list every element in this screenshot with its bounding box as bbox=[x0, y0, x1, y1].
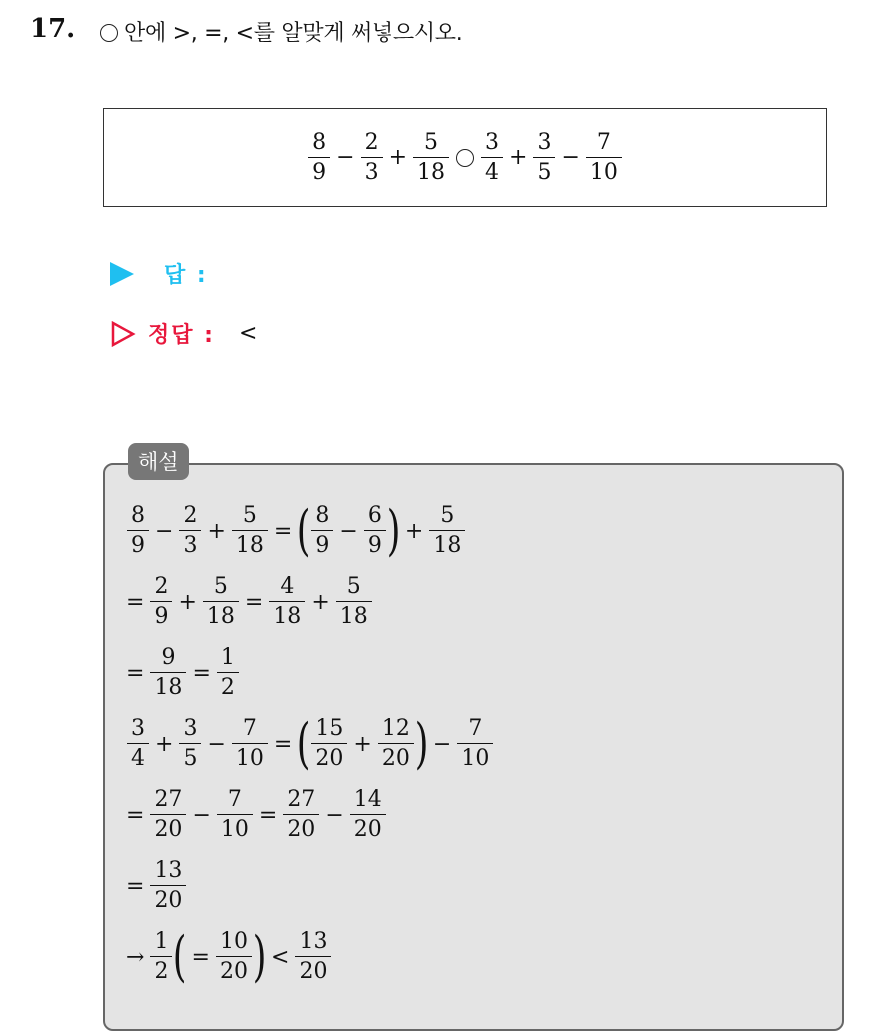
fraction bbox=[129, 718, 147, 770]
operator: = bbox=[126, 802, 145, 828]
numerator: 27 bbox=[287, 787, 316, 812]
denominator: 3 bbox=[361, 157, 383, 184]
solution-line-6 bbox=[126, 855, 494, 917]
fraction bbox=[366, 505, 384, 557]
fraction bbox=[181, 505, 199, 557]
fraction bbox=[313, 505, 331, 557]
numerator: 7 bbox=[227, 787, 242, 812]
denominator: 9 bbox=[308, 157, 330, 184]
numerator: 7 bbox=[242, 716, 257, 741]
numerator: 3 bbox=[485, 129, 499, 155]
fraction bbox=[219, 789, 251, 841]
operator: + bbox=[155, 731, 174, 757]
fraction bbox=[313, 718, 345, 770]
numerator: 1 bbox=[220, 645, 235, 670]
fraction bbox=[271, 576, 303, 628]
operator: → bbox=[126, 944, 145, 970]
fraction bbox=[181, 718, 199, 770]
denominator: 18 bbox=[429, 530, 465, 557]
problem-expression bbox=[307, 129, 623, 185]
parenthesis: ( bbox=[297, 499, 311, 562]
parenthesis: ( bbox=[173, 925, 187, 988]
outline-arrow-icon bbox=[110, 321, 136, 347]
operator: = bbox=[258, 802, 278, 828]
fraction bbox=[363, 129, 381, 185]
question-number: 17. bbox=[30, 14, 76, 44]
numerator: 7 bbox=[596, 129, 611, 155]
numerator: 8 bbox=[315, 503, 330, 528]
solution-line-3 bbox=[126, 642, 494, 704]
operator: + bbox=[388, 145, 407, 170]
denominator: 18 bbox=[203, 601, 239, 628]
question-text bbox=[100, 16, 462, 47]
numerator: 3 bbox=[537, 129, 552, 155]
correct-answer-label: 정답 : bbox=[148, 323, 215, 348]
denominator: 10 bbox=[232, 743, 268, 770]
fraction bbox=[535, 129, 553, 185]
operator: − bbox=[432, 731, 452, 757]
fraction bbox=[152, 789, 184, 841]
fraction bbox=[152, 860, 184, 912]
denominator: 4 bbox=[127, 743, 149, 770]
fraction bbox=[431, 505, 463, 557]
fraction bbox=[234, 718, 266, 770]
play-arrow-icon bbox=[110, 262, 134, 286]
denominator: 4 bbox=[481, 157, 503, 184]
numerator: 3 bbox=[131, 716, 145, 741]
fraction bbox=[152, 647, 184, 699]
operator: − bbox=[207, 731, 226, 757]
parenthesis: ( bbox=[297, 712, 311, 775]
operator: + bbox=[207, 518, 226, 544]
denominator: 20 bbox=[311, 743, 347, 770]
operator: + bbox=[509, 145, 528, 170]
denominator: 18 bbox=[269, 601, 305, 628]
denominator: 20 bbox=[216, 956, 252, 983]
operator: − bbox=[336, 145, 355, 170]
numerator: 10 bbox=[219, 929, 248, 954]
fraction bbox=[352, 789, 384, 841]
solution-line-5 bbox=[126, 784, 494, 846]
solution-lines bbox=[126, 500, 494, 997]
blank-circle-icon[interactable] bbox=[456, 149, 474, 167]
numerator: 13 bbox=[154, 858, 183, 883]
denominator: 10 bbox=[457, 743, 493, 770]
denominator: 9 bbox=[127, 530, 149, 557]
denominator: 20 bbox=[378, 743, 414, 770]
answer-row bbox=[110, 258, 208, 289]
numerator: 4 bbox=[280, 574, 295, 599]
operator: = bbox=[126, 873, 145, 899]
numerator: 5 bbox=[424, 129, 438, 155]
numerator: 2 bbox=[364, 129, 379, 155]
numerator: 5 bbox=[440, 503, 455, 528]
fraction bbox=[205, 576, 237, 628]
numerator: 3 bbox=[183, 716, 198, 741]
fraction bbox=[588, 129, 620, 185]
denominator: 20 bbox=[150, 885, 186, 912]
fraction bbox=[218, 931, 250, 983]
solution-line-1 bbox=[126, 500, 494, 562]
fraction bbox=[152, 931, 170, 983]
fraction bbox=[152, 576, 170, 628]
numerator: 8 bbox=[312, 129, 327, 155]
operator: − bbox=[155, 518, 174, 544]
numerator: 9 bbox=[161, 645, 176, 670]
operator: = bbox=[273, 518, 293, 544]
solution-line-7 bbox=[126, 926, 494, 988]
numerator: 5 bbox=[346, 574, 361, 599]
numerator: 14 bbox=[353, 787, 382, 812]
operator: + bbox=[178, 589, 197, 615]
question-instruction: 안에 >, =, <를 알맞게 써넣으시오. bbox=[124, 21, 463, 46]
numerator: 13 bbox=[299, 929, 328, 954]
correct-answer-row bbox=[110, 318, 257, 349]
numerator: 1 bbox=[154, 929, 169, 954]
answer-label: 답 : bbox=[164, 263, 208, 288]
correct-answer-value: < bbox=[238, 321, 258, 346]
operator: − bbox=[192, 802, 211, 828]
parenthesis: ) bbox=[252, 925, 267, 988]
solution-line-2 bbox=[126, 571, 494, 633]
numerator: 12 bbox=[381, 716, 410, 741]
denominator: 5 bbox=[179, 743, 201, 770]
denominator: 20 bbox=[350, 814, 386, 841]
operator: = bbox=[126, 589, 145, 615]
operator: < bbox=[271, 944, 290, 970]
fraction bbox=[234, 505, 266, 557]
denominator: 20 bbox=[150, 814, 186, 841]
fraction bbox=[483, 129, 501, 185]
solution-line-4 bbox=[126, 713, 494, 775]
numerator: 15 bbox=[315, 716, 344, 741]
denominator: 10 bbox=[586, 157, 622, 184]
operator: + bbox=[353, 731, 372, 757]
parenthesis: ) bbox=[414, 712, 429, 775]
denominator: 9 bbox=[150, 601, 172, 628]
operator: − bbox=[561, 145, 580, 170]
denominator: 18 bbox=[232, 530, 268, 557]
denominator: 2 bbox=[150, 956, 172, 983]
fraction bbox=[219, 647, 237, 699]
operator: + bbox=[311, 589, 330, 615]
operator: − bbox=[325, 802, 344, 828]
operator: = bbox=[191, 944, 210, 970]
problem-box bbox=[103, 108, 827, 207]
numerator: 7 bbox=[468, 716, 483, 741]
fraction bbox=[415, 129, 447, 185]
fraction bbox=[459, 718, 491, 770]
operator: = bbox=[192, 660, 211, 686]
operator: = bbox=[273, 731, 293, 757]
numerator: 5 bbox=[213, 574, 228, 599]
denominator: 2 bbox=[217, 672, 239, 699]
fraction bbox=[310, 129, 328, 185]
parenthesis: ) bbox=[386, 499, 401, 562]
denominator: 9 bbox=[311, 530, 333, 557]
numerator: 27 bbox=[154, 787, 183, 812]
operator: = bbox=[244, 589, 264, 615]
solution-tag: 해설 bbox=[128, 443, 189, 480]
operator: − bbox=[339, 518, 358, 544]
denominator: 18 bbox=[336, 601, 372, 628]
fraction bbox=[380, 718, 412, 770]
denominator: 9 bbox=[364, 530, 386, 557]
operator: + bbox=[404, 518, 424, 544]
denominator: 18 bbox=[413, 157, 449, 184]
denominator: 20 bbox=[295, 956, 331, 983]
numerator: 6 bbox=[367, 503, 382, 528]
fraction bbox=[129, 505, 147, 557]
circle-icon bbox=[100, 24, 118, 42]
fraction bbox=[338, 576, 370, 628]
denominator: 3 bbox=[179, 530, 201, 557]
numerator: 2 bbox=[154, 574, 169, 599]
numerator: 5 bbox=[242, 503, 257, 528]
fraction bbox=[285, 789, 317, 841]
numerator: 8 bbox=[131, 503, 145, 528]
operator: = bbox=[126, 660, 145, 686]
numerator: 2 bbox=[183, 503, 198, 528]
fraction bbox=[297, 931, 329, 983]
denominator: 10 bbox=[217, 814, 253, 841]
denominator: 5 bbox=[533, 157, 555, 184]
denominator: 18 bbox=[150, 672, 186, 699]
denominator: 20 bbox=[283, 814, 319, 841]
